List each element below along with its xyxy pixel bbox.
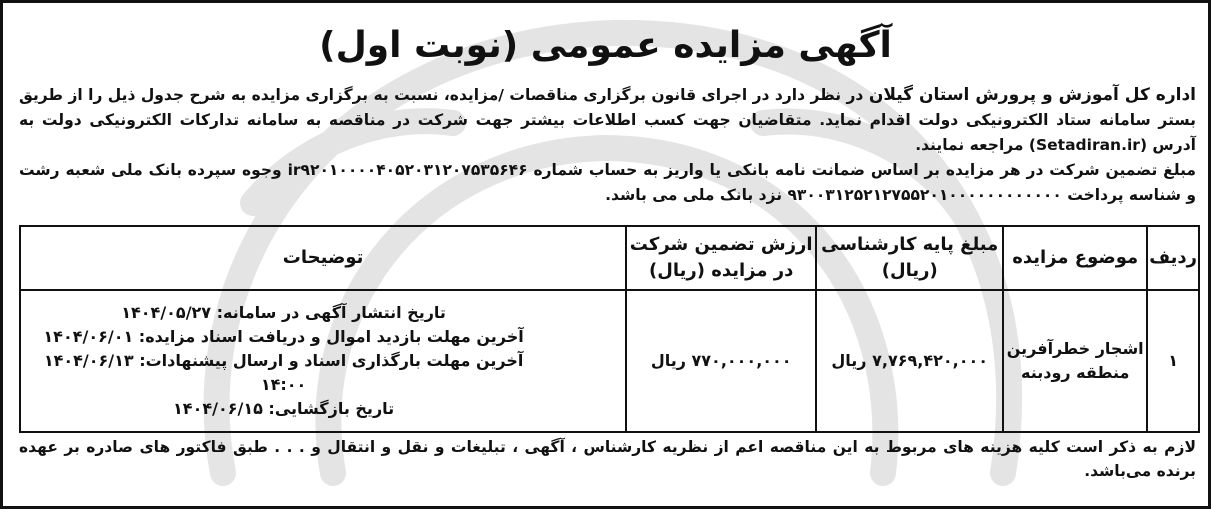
header-base-price: مبلغ پایه کارشناسی (ریال) <box>816 226 1003 290</box>
organization-name: اداره کل آموزش و پرورش استان گیلان <box>868 85 1197 105</box>
header-row-number: ردیف <box>1147 226 1199 290</box>
notice-intro <box>19 83 1196 208</box>
auction-table <box>19 225 1200 433</box>
header-subject: موضوع مزایده <box>1003 226 1147 290</box>
notice-footer: لازم به ذکر است کلیه هزینه های مربوط به این مناقصه اعم از نظریه کارشناس ، آگهی ، تبلیغات و نقل و انتقال و . . . طبق فاکتور های صادره بر عهده برنده می‌باشد. <box>19 438 1196 480</box>
table-header-row <box>20 226 1199 290</box>
intro-paragraph-2: مبلغ تضمین شرکت در هر مزایده بر اساس ضمانت نامه بانکی یا واریز به حساب شماره ir۹۲۰۱۰۰۰۰۴۰۵۲۰۳۱۲۰۷۵۳۵۶۴۶ وجوه سپرده بانک ملی شعبه رشت و شناسه پرداخت ۹۳۰۰۳۱۲۵۲۱۲۷۵۵۲۰۱۰۰۰۰۰۰۰۰۰۰۰۰ نزد بانک ملی می باشد. <box>19 161 1196 204</box>
note-publish-date: تاریخ انتشار آگهی در سامانه: ۱۴۰۴/۰۵/۲۷ <box>121 303 446 322</box>
note-visit-deadline: آخرین مهلت بازدید اموال و دریافت اسناد مزایده: ۱۴۰۴/۰۶/۰۱ <box>43 327 524 346</box>
table-row <box>20 290 1199 432</box>
note-submission-deadline: آخرین مهلت بارگذاری اسناد و ارسال پیشنهادات: ۱۴۰۴/۰۶/۱۳ ۱۴:۰۰ <box>43 351 524 394</box>
notice-title: آگهی مزایده عمومی (نوبت اول) <box>319 25 892 66</box>
intro-paragraph-1: در نظر دارد در اجرای قانون برگزاری مناقصات /مزایده، نسبت به برگزاری مزایده به شرح جدول ذیل را از طریق بستر سامانه ستاد الکترونیکی دولت اقدام نماید. متقاضیان جهت کسب اطلاعات بیشتر جهت شرکت در مناقصه به سامانه تدارکات الکترونیکی دولت به آدرس (Setadiran.ir) مراجعه نمایند. <box>19 86 1196 154</box>
cell-notes <box>20 290 626 432</box>
note-opening-date: تاریخ بازگشایی: ۱۴۰۴/۰۶/۱۵ <box>173 399 395 418</box>
header-guarantee: ارزش تضمین شرکت در مزایده (ریال) <box>626 226 816 290</box>
cell-guarantee: ۷۷۰,۰۰۰,۰۰۰ ریال <box>626 290 816 432</box>
cell-row-number: ۱ <box>1147 290 1199 432</box>
cell-base-price: ۷,۷۶۹,۴۲۰,۰۰۰ ریال <box>816 290 1003 432</box>
cell-subject: اشجار خطرآفرین منطقه رودبنه <box>1003 290 1147 432</box>
header-notes: توضیحات <box>20 226 626 290</box>
